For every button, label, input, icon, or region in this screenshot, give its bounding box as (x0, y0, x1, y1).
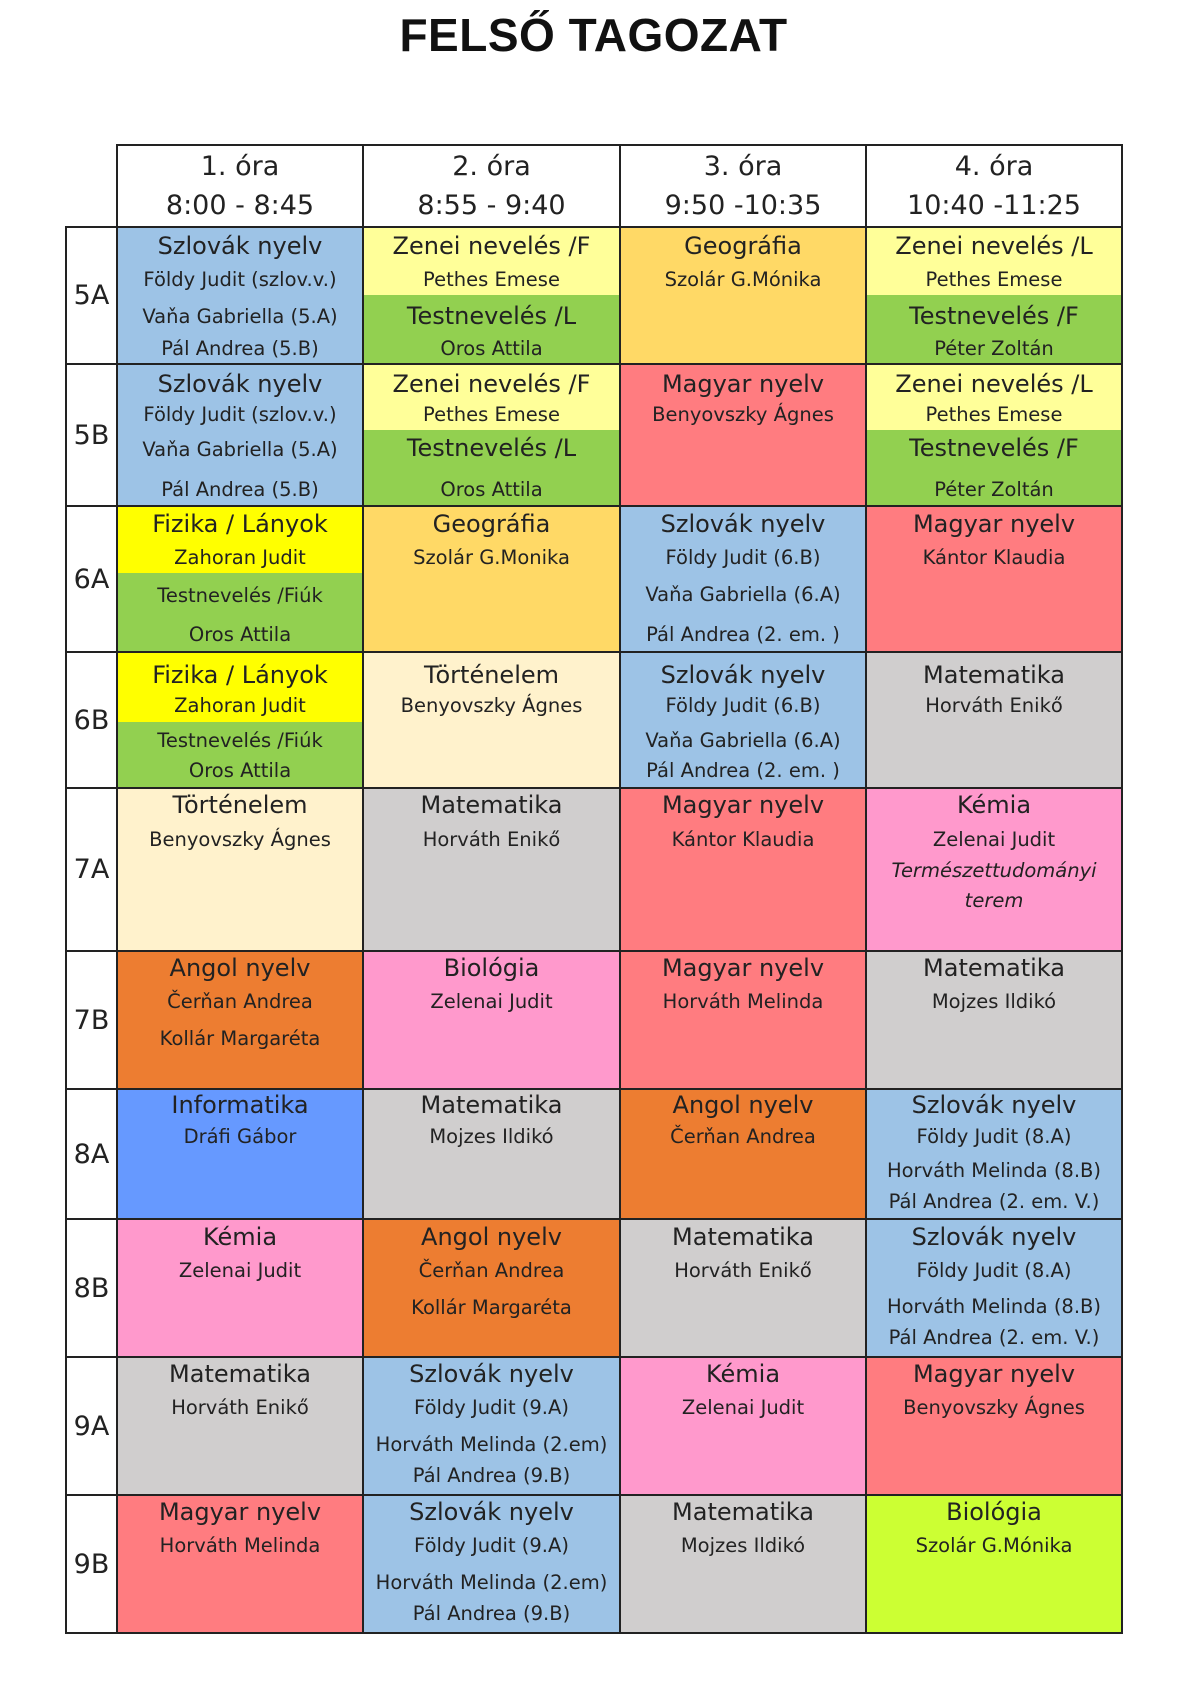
teacher-name: Zelenai Judit (932, 828, 1056, 851)
teacher-name: Horváth Melinda (8.B) (886, 1159, 1102, 1182)
lesson-cell (362, 226, 621, 365)
subject-name: Zenei nevelés /L (895, 370, 1093, 398)
period-label: 1. óra (200, 151, 280, 182)
teacher-name: Földy Judit (szlov.v.) (143, 268, 337, 291)
subject-name: Szlovák nyelv (911, 1091, 1077, 1119)
teacher-name: Vaňa Gabriella (6.A) (645, 729, 841, 752)
period-header (362, 144, 621, 228)
lesson-cell (116, 505, 364, 653)
lesson-cell (865, 363, 1123, 507)
lesson-cell (116, 1494, 364, 1634)
teacher-name: Oros Attila (440, 337, 543, 360)
subject-name: Szlovák nyelv (157, 232, 323, 260)
teacher-name: Szolár G.Mónika (915, 1534, 1073, 1557)
teacher-name: Horváth Enikő (925, 694, 1063, 717)
class-name: 8B (73, 1272, 110, 1304)
lesson-cell (865, 1494, 1123, 1634)
teacher-name: Kántor Klaudia (671, 828, 815, 851)
lesson-cell (619, 651, 867, 789)
teacher-name: Földy Judit (8.A) (916, 1259, 1072, 1282)
subject-name: Szlovák nyelv (409, 1498, 574, 1526)
class-name: 6A (73, 563, 110, 595)
teacher-name: Vaňa Gabriella (6.A) (645, 583, 841, 606)
subject-name: Geográfia (432, 510, 551, 538)
teacher-name: Benyovszky Ágnes (652, 403, 834, 426)
period-label: 4. óra (954, 151, 1034, 182)
period-label: 2. óra (452, 151, 531, 182)
subject-name: Fizika / Lányok (152, 510, 328, 538)
class-label (65, 1494, 118, 1634)
subject-name: Kémia (202, 1223, 278, 1251)
lesson-cell (619, 1356, 867, 1496)
teacher-name: Horváth Enikő (422, 828, 561, 851)
lesson-cell (362, 651, 621, 789)
subject-name: Szlovák nyelv (660, 661, 826, 689)
subject-name: Magyar nyelv (661, 791, 825, 819)
period-time: 8:00 - 8:45 (165, 190, 315, 221)
subject-name: Testnevelés /L (406, 434, 577, 462)
class-label (65, 1356, 118, 1496)
lesson-cell (865, 1088, 1123, 1220)
teacher-name: Pál Andrea (9.B) (412, 1602, 571, 1625)
teacher-name: Horváth Enikő (171, 1396, 309, 1419)
teacher-name: Oros Attila (440, 478, 543, 501)
lesson-cell (116, 651, 364, 789)
teacher-name: Földy Judit (6.B) (665, 694, 821, 717)
lesson-cell (619, 1088, 867, 1220)
lesson-cell (865, 950, 1123, 1090)
class-label (65, 1088, 118, 1220)
teacher-name: Földy Judit (6.B) (665, 546, 821, 569)
class-label (65, 1218, 118, 1358)
teacher-name: Horváth Melinda (159, 1534, 321, 1557)
teacher-name: Zelenai Judit (430, 990, 553, 1013)
period-time: 9:50 -10:35 (664, 190, 822, 221)
teacher-name: Szolár G.Monika (413, 546, 570, 569)
lesson-cell (865, 787, 1123, 952)
period-header (865, 144, 1123, 228)
period-time: 8:55 - 9:40 (417, 190, 566, 221)
lesson-cell (865, 651, 1123, 789)
subject-name: Testnevelés /F (909, 302, 1079, 330)
period-label: 3. óra (703, 151, 783, 182)
subject-name: Fizika / Lányok (152, 661, 328, 689)
class-name: 5A (73, 280, 110, 311)
lesson-cell (116, 363, 364, 507)
lesson-cell (116, 1088, 364, 1220)
lesson-cell (619, 505, 867, 653)
subject-name: Matematika (420, 791, 563, 819)
subject-name: Szlovák nyelv (409, 1360, 574, 1388)
teacher-name: Pál Andrea (2. em. V.) (888, 1190, 1100, 1213)
period-header (619, 144, 867, 228)
subject-name: Angol nyelv (421, 1223, 562, 1251)
teacher-name: Pethes Emese (423, 403, 560, 426)
teacher-name: Horváth Melinda (8.B) (886, 1295, 1102, 1318)
teacher-name: Mojzes Ildikó (429, 1125, 554, 1148)
teacher-name: Pál Andrea (2. em. ) (646, 623, 840, 646)
teacher-name: Horváth Melinda (2.em) (375, 1571, 608, 1594)
subject-name: Magyar nyelv (158, 1498, 322, 1526)
class-name: 7A (73, 854, 110, 885)
class-label (65, 226, 118, 365)
teacher-name: Földy Judit (szlov.v.) (143, 403, 337, 426)
lesson-cell (362, 363, 621, 507)
teacher-name: Pethes Emese (925, 403, 1063, 426)
lesson-cell (362, 787, 621, 952)
lesson-cell (116, 226, 364, 365)
teacher-name: Čerňan Andrea (167, 990, 313, 1013)
teacher-name: Péter Zoltán (934, 337, 1054, 360)
class-name: 9A (73, 1410, 110, 1442)
teacher-name: Földy Judit (8.A) (916, 1125, 1072, 1148)
subject-name: Matematika (923, 954, 1065, 982)
lesson-cell (362, 1356, 621, 1496)
subject-name: Magyar nyelv (661, 370, 825, 398)
class-name: 6B (73, 704, 110, 736)
subject-name: Magyar nyelv (661, 954, 825, 982)
lesson-cell (362, 505, 621, 653)
class-label (65, 651, 118, 789)
class-label (65, 363, 118, 507)
teacher-name: Pál Andrea (2. em. ) (646, 759, 840, 782)
teacher-name: Horváth Melinda (2.em) (375, 1433, 608, 1456)
lesson-cell (865, 1356, 1123, 1496)
subject-name: Matematika (923, 661, 1065, 689)
teacher-name: Pál Andrea (5.B) (161, 337, 319, 360)
lesson-cell (362, 1494, 621, 1634)
subject-name: Matematika (672, 1223, 814, 1251)
subject-name: Geográfia (684, 232, 802, 260)
lesson-cell (116, 787, 364, 952)
lesson-cell (619, 363, 867, 507)
lesson-cell (116, 1356, 364, 1496)
class-name: 9B (73, 1548, 110, 1580)
teacher-name: Kollár Margaréta (159, 1027, 321, 1050)
teacher-name: Vaňa Gabriella (5.A) (142, 438, 338, 461)
subject-name: Testnevelés /F (909, 434, 1079, 462)
subject-name: Történelem (423, 661, 560, 689)
subject-name: Kémia (705, 1360, 781, 1388)
teacher-name: Dráfi Gábor (183, 1125, 297, 1148)
lesson-cell (116, 950, 364, 1090)
teacher-name: Benyovszky Ágnes (149, 828, 331, 851)
teacher-name: Horváth Enikő (674, 1259, 812, 1282)
teacher-name: Benyovszky Ágnes (400, 694, 583, 717)
lesson-cell (619, 787, 867, 952)
room-note: terem (964, 889, 1024, 912)
subject-name: Matematika (169, 1360, 311, 1388)
teacher-name: Zelenai Judit (178, 1259, 302, 1282)
subject-name: Angol nyelv (672, 1091, 814, 1119)
teacher-name: Péter Zoltán (934, 478, 1054, 501)
teacher-name: Zahoran Judit (174, 546, 306, 569)
teacher-name: Benyovszky Ágnes (903, 1396, 1085, 1419)
teacher-name: Oros Attila (188, 623, 292, 646)
class-label (65, 505, 118, 653)
lesson-cell (865, 1218, 1123, 1358)
lesson-cell (619, 950, 867, 1090)
teacher-name: Testnevelés /Fiúk (157, 584, 323, 607)
teacher-name: Horváth Melinda (662, 990, 824, 1013)
class-label (65, 787, 118, 952)
subject-name: Történelem (172, 791, 308, 819)
class-name: 8A (73, 1138, 110, 1170)
lesson-cell (619, 1494, 867, 1634)
page-title: FELSŐ TAGOZAT (399, 9, 788, 61)
subject-name: Szlovák nyelv (911, 1223, 1077, 1251)
lesson-cell (362, 1088, 621, 1220)
subject-name: Kémia (956, 791, 1032, 819)
class-label (65, 950, 118, 1090)
subject-name: Szlovák nyelv (157, 370, 323, 398)
subject-name: Zenei nevelés /F (392, 232, 591, 260)
subject-name: Informatika (171, 1091, 309, 1119)
subject-name: Matematika (420, 1091, 563, 1119)
lesson-cell (865, 505, 1123, 653)
class-name: 5B (73, 419, 110, 451)
teacher-name: Mojzes Ildikó (931, 990, 1057, 1013)
teacher-name: Oros Attila (188, 759, 292, 782)
teacher-name: Földy Judit (9.A) (414, 1534, 569, 1557)
subject-name: Magyar nyelv (912, 1360, 1076, 1388)
teacher-name: Szolár G.Mónika (664, 268, 822, 291)
teacher-name: Čerňan Andrea (418, 1259, 565, 1282)
subject-name: Biológia (946, 1498, 1042, 1526)
teacher-name: Kántor Klaudia (922, 546, 1066, 569)
teacher-name: Pethes Emese (423, 268, 560, 291)
teacher-name: Pál Andrea (9.B) (412, 1464, 571, 1487)
teacher-name: Pál Andrea (2. em. V.) (888, 1326, 1100, 1349)
teacher-name: Kollár Margaréta (411, 1296, 572, 1319)
subject-name: Angol nyelv (169, 954, 311, 982)
lesson-cell (362, 1218, 621, 1358)
subject-name: Biológia (443, 954, 540, 982)
teacher-name: Pál Andrea (5.B) (161, 478, 319, 501)
subject-name: Magyar nyelv (912, 510, 1076, 538)
teacher-name: Čerňan Andrea (670, 1125, 816, 1148)
teacher-name: Zahoran Judit (174, 694, 306, 717)
lesson-cell (362, 950, 621, 1090)
lesson-cell (619, 1218, 867, 1358)
teacher-name: Vaňa Gabriella (5.A) (142, 305, 338, 328)
subject-name: Testnevelés /L (406, 302, 577, 330)
subject-name: Zenei nevelés /F (392, 370, 591, 398)
lesson-cell (865, 226, 1123, 365)
lesson-cell (116, 1218, 364, 1358)
teacher-name: Mojzes Ildikó (680, 1534, 806, 1557)
teacher-name: Zelenai Judit (681, 1396, 805, 1419)
subject-name: Matematika (672, 1498, 814, 1526)
period-header (116, 144, 364, 228)
teacher-name: Pethes Emese (925, 268, 1063, 291)
lesson-cell (619, 226, 867, 365)
subject-name: Szlovák nyelv (660, 510, 826, 538)
period-time: 10:40 -11:25 (907, 190, 1081, 221)
teacher-name: Földy Judit (9.A) (414, 1396, 569, 1419)
room-note: Természettudományi (891, 859, 1097, 882)
subject-name: Zenei nevelés /L (895, 232, 1093, 260)
teacher-name: Testnevelés /Fiúk (157, 729, 323, 752)
class-name: 7B (73, 1004, 110, 1036)
